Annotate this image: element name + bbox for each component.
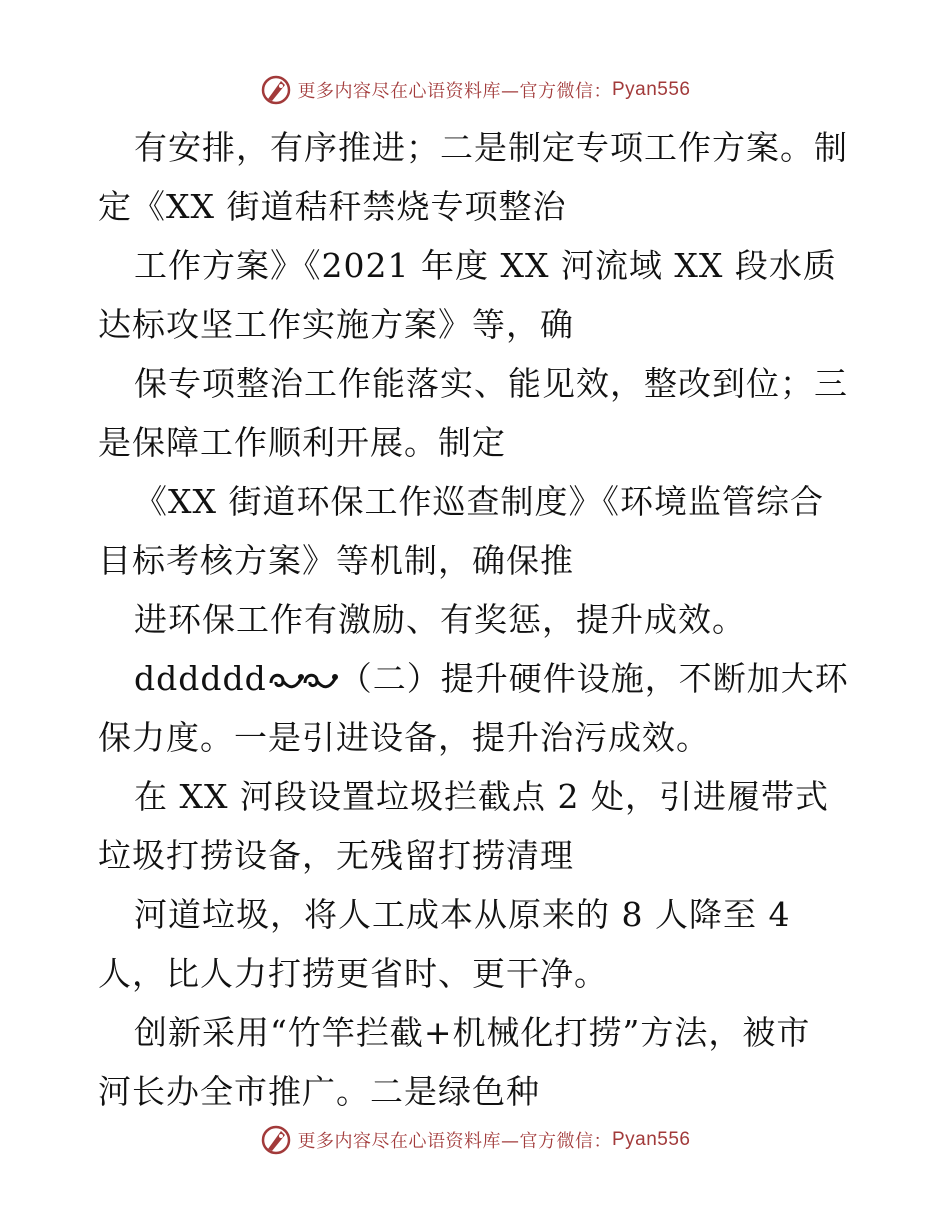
watermark-wechat-id: Pyan556 — [611, 1129, 691, 1150]
body-line: 保力度。一是引进设备，提升治污成效。 — [98, 718, 710, 757]
body-line: 在 XX 河段设置垃圾拦截点 2 处，引进履带式 — [134, 777, 829, 816]
body-line: 达标攻坚工作实施方案》等，确 — [98, 305, 574, 344]
header-watermark — [0, 70, 950, 110]
body-line: 垃圾打捞设备，无残留打捞清理 — [98, 836, 574, 875]
pen-nib-logo-icon — [259, 73, 293, 107]
section-heading-line — [98, 649, 858, 708]
body-line: 是保障工作顺利开展。制定 — [98, 423, 506, 462]
body-line: 有安排，有序推进；二是制定专项工作方案。制 — [134, 128, 848, 167]
placeholder-text: dddddd — [134, 659, 267, 698]
body-line: 河道垃圾，将人工成本从原来的 8 人降至 4 — [134, 895, 791, 934]
swirl-ornament-icon — [267, 667, 339, 695]
body-line: 河长办全市推广。二是绿色种 — [98, 1072, 540, 1111]
body-line: 保专项整治工作能落实、能见效，整改到位；三 — [134, 364, 848, 403]
body-line: 人，比人力打捞更省时、更干净。 — [98, 954, 608, 993]
body-line: 工作方案》《2021 年度 XX 河流域 XX 段水质 — [134, 246, 837, 285]
watermark-text: 更多内容尽在心语资料库—官方微信： — [297, 1131, 612, 1152]
body-line: 创新采用“竹竿拦截+机械化打捞”方法，被市 — [134, 1013, 811, 1052]
body-line: 定《XX 街道秸秆禁烧专项整治 — [98, 187, 567, 226]
document-body — [98, 118, 858, 1121]
section-heading-text: （二）提升硬件设施，不断加大环 — [338, 659, 849, 698]
watermark-text: 更多内容尽在心语资料库—官方微信： — [297, 81, 612, 102]
body-line: 目标考核方案》等机制，确保推 — [98, 541, 574, 580]
watermark-wechat-id: Pyan556 — [611, 79, 691, 100]
footer-watermark — [0, 1120, 950, 1160]
body-line: 进环保工作有激励、有奖惩，提升成效。 — [134, 600, 746, 639]
pen-nib-logo-icon — [259, 1123, 293, 1157]
body-line: 《XX 街道环保工作巡查制度》《环境监管综合 — [134, 482, 824, 521]
